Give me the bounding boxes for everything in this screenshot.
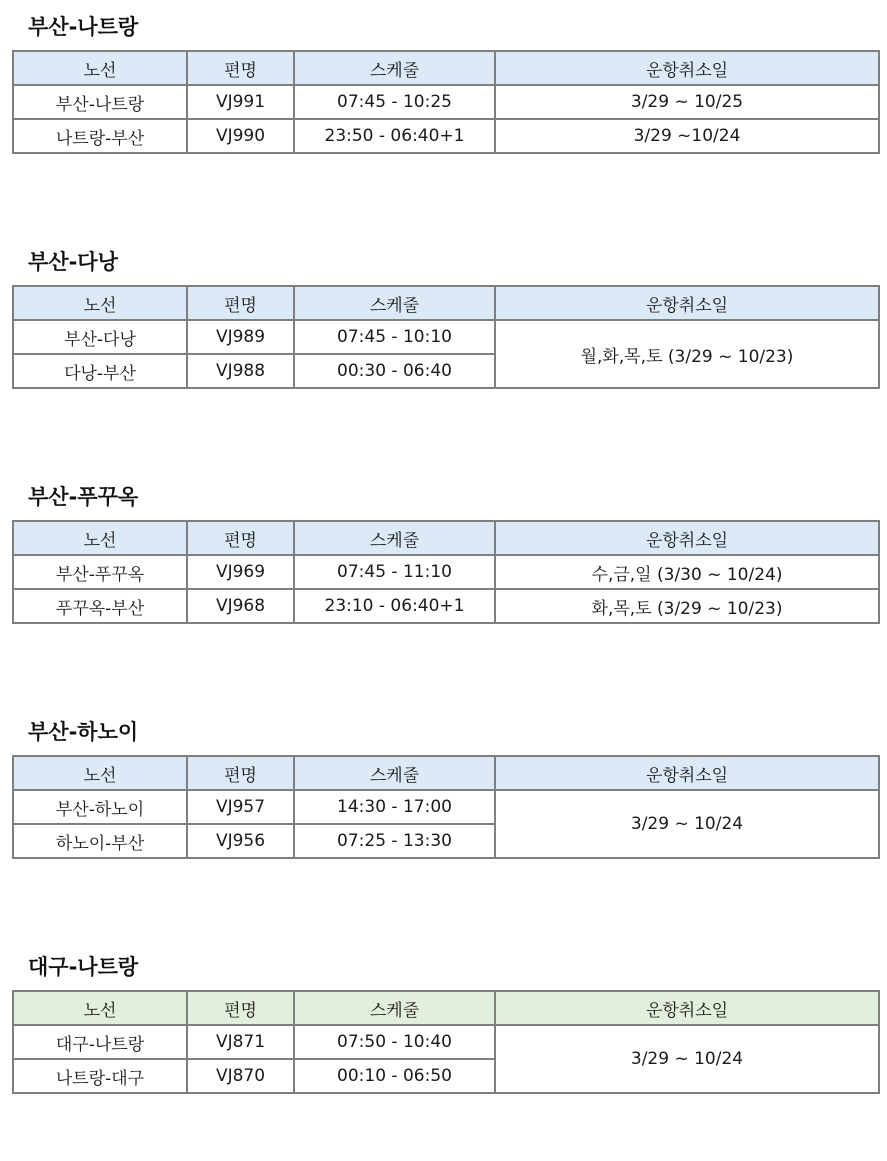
header-flight: 편명 [187,521,294,555]
cell-route: 하노이-부산 [13,824,187,858]
header-schedule: 스케줄 [294,991,495,1025]
cell-route: 나트랑-부산 [13,119,187,153]
table-row [13,85,879,119]
table-row [13,119,879,153]
cell-cancel-dates: 수,금,일 (3/30 ~ 10/24) [495,555,879,589]
schedule-table [12,285,880,389]
header-route: 노선 [13,991,187,1025]
table-row [13,589,879,623]
cell-schedule: 07:45 - 11:10 [294,555,495,589]
cell-cancel-dates: 3/29 ~10/24 [495,119,879,153]
header-flight: 편명 [187,756,294,790]
header-cancel-dates: 운항취소일 [495,521,879,555]
schedule-table [12,755,880,859]
header-route: 노선 [13,756,187,790]
table-row [13,320,879,354]
header-cancel-dates: 운항취소일 [495,756,879,790]
header-cancel-dates: 운항취소일 [495,991,879,1025]
header-cancel-dates: 운항취소일 [495,286,879,320]
cell-schedule: 07:45 - 10:25 [294,85,495,119]
cell-schedule: 00:10 - 06:50 [294,1059,495,1093]
cell-flight: VJ871 [187,1025,294,1059]
route-section-daegu-nhatrang [12,952,878,1094]
cell-route: 부산-하노이 [13,790,187,824]
cell-route: 부산-다낭 [13,320,187,354]
table-header-row [13,521,879,555]
cell-route: 부산-나트랑 [13,85,187,119]
cell-flight: VJ991 [187,85,294,119]
cell-schedule: 00:30 - 06:40 [294,354,495,388]
cell-route: 대구-나트랑 [13,1025,187,1059]
schedule-table [12,520,880,624]
header-schedule: 스케줄 [294,51,495,85]
header-schedule: 스케줄 [294,286,495,320]
table-header-row [13,756,879,790]
header-cancel-dates: 운항취소일 [495,51,879,85]
cell-schedule: 23:10 - 06:40+1 [294,589,495,623]
cell-flight: VJ989 [187,320,294,354]
header-flight: 편명 [187,286,294,320]
header-route: 노선 [13,521,187,555]
table-header-row [13,286,879,320]
table-row [13,1025,879,1059]
header-flight: 편명 [187,51,294,85]
table-row [13,790,879,824]
cell-flight: VJ969 [187,555,294,589]
header-route: 노선 [13,286,187,320]
cell-cancel-dates: 화,목,토 (3/29 ~ 10/23) [495,589,879,623]
table-header-row [13,51,879,85]
schedule-table [12,50,880,154]
table-header-row [13,991,879,1025]
cell-route: 나트랑-대구 [13,1059,187,1093]
header-schedule: 스케줄 [294,756,495,790]
cell-cancel-dates-merged: 3/29 ~ 10/24 [495,790,879,858]
cell-cancel-dates: 3/29 ~ 10/25 [495,85,879,119]
section-title: 부산-다낭 [28,250,118,274]
cell-route: 부산-푸꾸옥 [13,555,187,589]
route-section-busan-nhatrang [12,12,878,154]
cell-flight: VJ957 [187,790,294,824]
cell-schedule: 07:50 - 10:40 [294,1025,495,1059]
section-title: 대구-나트랑 [28,955,139,979]
section-title: 부산-하노이 [28,720,139,744]
section-title: 부산-푸꾸옥 [28,485,139,509]
cell-flight: VJ988 [187,354,294,388]
cell-flight: VJ990 [187,119,294,153]
route-section-busan-hanoi [12,717,878,859]
cell-route: 다낭-부산 [13,354,187,388]
schedule-table [12,990,880,1094]
cell-route: 푸꾸옥-부산 [13,589,187,623]
table-row [13,555,879,589]
cell-schedule: 07:25 - 13:30 [294,824,495,858]
cell-schedule: 23:50 - 06:40+1 [294,119,495,153]
cell-flight: VJ956 [187,824,294,858]
header-flight: 편명 [187,991,294,1025]
header-schedule: 스케줄 [294,521,495,555]
cell-cancel-dates-merged: 3/29 ~ 10/24 [495,1025,879,1093]
header-route: 노선 [13,51,187,85]
cell-cancel-dates-merged: 월,화,목,토 (3/29 ~ 10/23) [495,320,879,388]
route-section-busan-phuquoc [12,482,878,624]
cell-flight: VJ870 [187,1059,294,1093]
cell-schedule: 07:45 - 10:10 [294,320,495,354]
cell-flight: VJ968 [187,589,294,623]
section-title: 부산-나트랑 [28,15,139,39]
route-section-busan-danang [12,247,878,389]
cell-schedule: 14:30 - 17:00 [294,790,495,824]
